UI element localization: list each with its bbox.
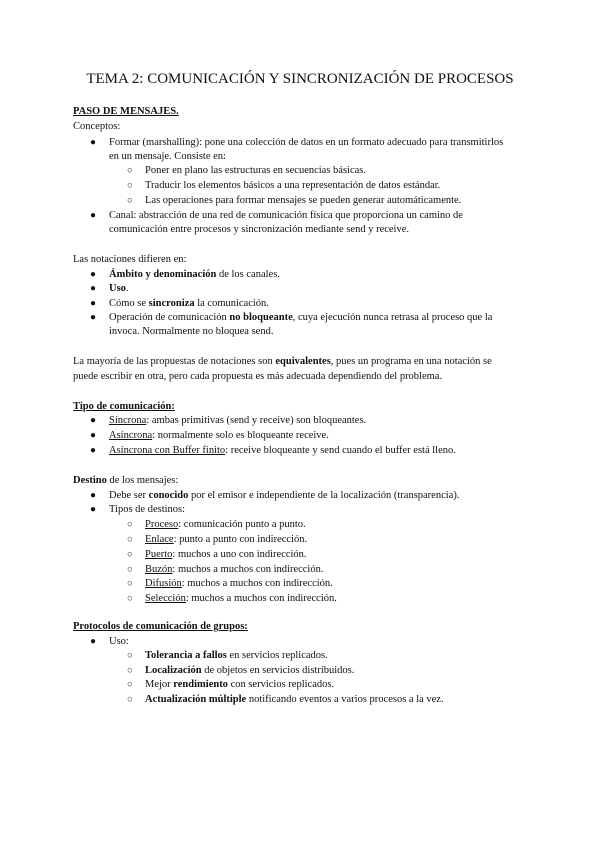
conceptos-label: Conceptos: [73, 121, 121, 132]
bullet-circle-icon: ○ [127, 550, 133, 560]
list-item: Cómo se sincroniza la comunicación. [109, 298, 269, 309]
notaciones-intro: Las notaciones difieren en: [73, 254, 187, 265]
paragraph-cont: puede escribir en otra, pero cada propuesta es más adecuada dependiendo del problema. [73, 371, 443, 382]
bullet-circle-icon: ○ [127, 666, 133, 676]
list-item: Asíncrona: normalmente solo es bloqueante receive. [109, 430, 329, 441]
paragraph: La mayoría de las propuestas de notaciones son equivalentes, pues un programa en una notación se [73, 356, 492, 367]
list-item: Canal: abstracción de una red de comunicación física que proporciona un camino de [109, 210, 463, 221]
bullet-dot-icon: ● [90, 636, 97, 647]
sub-list-item: Poner en plano las estructuras en secuencias básicas. [145, 165, 367, 176]
bullet-circle-icon: ○ [127, 695, 133, 705]
bullet-dot-icon: ● [90, 430, 97, 441]
bullet-dot-icon: ● [90, 298, 97, 309]
bullet-dot-icon: ● [90, 490, 97, 501]
list-item: Ámbito y denominación de los canales. [109, 269, 280, 280]
sub-list-item: Selección: muchos a muchos con indirección. [145, 593, 337, 604]
bullet-dot-icon: ● [90, 137, 97, 148]
sub-list-item: Las operaciones para formar mensajes se pueden generar automáticamente. [145, 195, 462, 206]
sub-list-item: Mejor rendimiento con servicios replicados. [145, 679, 335, 690]
sub-list-item: Difusión: muchos a muchos con indirección. [145, 578, 333, 589]
bullet-circle-icon: ○ [127, 181, 133, 191]
bullet-dot-icon: ● [90, 283, 97, 294]
bullet-circle-icon: ○ [127, 565, 133, 575]
sub-list-item: Enlace: punto a punto con indirección. [145, 534, 308, 545]
section-heading-paso: PASO DE MENSAJES. [73, 106, 179, 117]
list-item-cont: comunicación entre procesos y sincronización mediante send y receive. [109, 224, 410, 235]
list-item: Síncrona: ambas primitivas (send y receive) son bloqueantes. [109, 415, 367, 426]
list-item-cont: en un mensaje. Consiste en: [109, 151, 226, 162]
page-title: TEMA 2: COMUNICACIÓN Y SINCRONIZACIÓN DE PROCESOS [86, 71, 514, 87]
list-item: Asíncrona con Buffer finito: receive bloqueante y send cuando el buffer está lleno. [109, 445, 456, 456]
section-heading-protocolos: Protocolos de comunicación de grupos: [73, 621, 248, 632]
sub-list-item: Buzón: muchos a muchos con indirección. [145, 564, 324, 575]
bullet-circle-icon: ○ [127, 651, 133, 661]
bullet-dot-icon: ● [90, 445, 97, 456]
bullet-circle-icon: ○ [127, 680, 133, 690]
bullet-circle-icon: ○ [127, 520, 133, 530]
bullet-dot-icon: ● [90, 210, 97, 221]
list-item: Operación de comunicación no bloqueante, cuya ejecución nunca retrasa al proceso que la [109, 312, 493, 323]
bullet-circle-icon: ○ [127, 594, 133, 604]
sub-list-item: Puerto: muchos a uno con indirección. [145, 549, 307, 560]
sub-list-item: Proceso: comunicación punto a punto. [145, 519, 306, 530]
sub-list-item: Actualización múltiple notificando eventos a varios procesos a la vez. [145, 694, 444, 705]
sub-list-item: Localización de objetos en servicios distribuidos. [145, 665, 355, 676]
list-item: Uso: [109, 636, 129, 647]
bullet-circle-icon: ○ [127, 535, 133, 545]
bullet-circle-icon: ○ [127, 196, 133, 206]
list-item: Formar (marshalling): pone una colección de datos en un formato adecuado para transmitirlos [109, 137, 504, 148]
bullet-dot-icon: ● [90, 269, 97, 280]
section-heading-destino: Destino de los mensajes: [73, 475, 179, 486]
section-heading-tipo: Tipo de comunicación: [73, 401, 175, 412]
sub-list-item: Traducir los elementos básicos a una representación de datos estándar. [145, 180, 441, 191]
list-item-cont: invoca. Normalmente no bloquea send. [109, 326, 274, 337]
sub-list-item: Tolerancia a fallos en servicios replicados. [145, 650, 328, 661]
bullet-circle-icon: ○ [127, 166, 133, 176]
list-item: Uso. [109, 283, 129, 294]
bullet-dot-icon: ● [90, 504, 97, 515]
bullet-dot-icon: ● [90, 312, 97, 323]
bullet-circle-icon: ○ [127, 579, 133, 589]
bullet-dot-icon: ● [90, 415, 97, 426]
list-item: Debe ser conocido por el emisor e independiente de la localización (transparencia). [109, 490, 460, 501]
list-item: Tipos de destinos: [109, 504, 186, 515]
